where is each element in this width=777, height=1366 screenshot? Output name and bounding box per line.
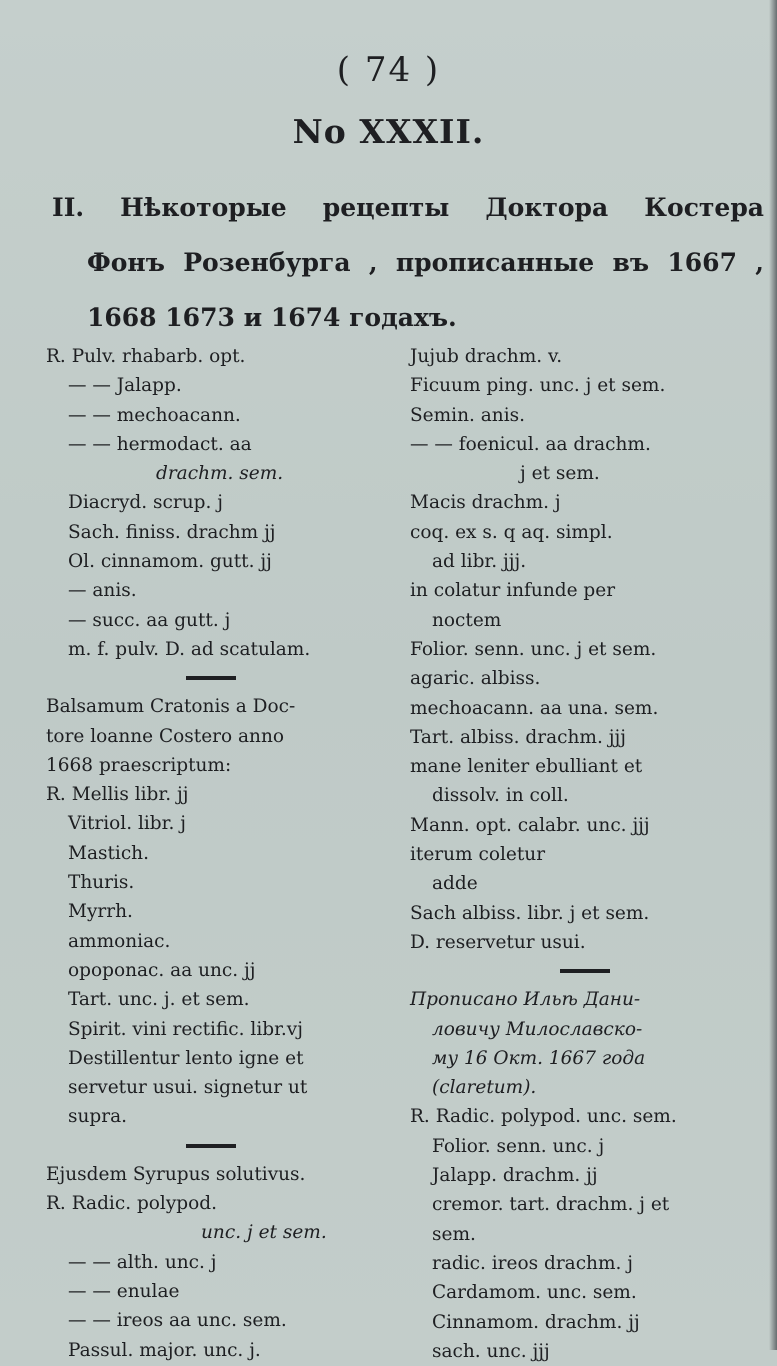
recipe-line: Ol. cinnamom. gutt. jj (68, 551, 272, 573)
title-line-1: II. Нѣкоторые рецепты Доктора Костера (52, 193, 764, 222)
recipe-line: Passul. major. unc. j. (68, 1339, 261, 1361)
recipe-line: R. Mellis libr. jj (46, 784, 189, 806)
recipe-line: — — foenicul. aa drachm. (410, 433, 651, 455)
page-edge-shadow (769, 0, 777, 1350)
recipe-line: Sach. finiss. drachm jj (68, 521, 276, 543)
recipe-line: — — mechoacann. (68, 404, 241, 426)
recipe-line: R. Radic. polypod. unc. sem. (410, 1106, 677, 1128)
recipe-line: ammoniac. (68, 930, 171, 952)
recipe-line: sem. (432, 1223, 476, 1245)
recipe-line: R. Pulv. rhabarb. opt. (46, 346, 246, 367)
title-line-3: 1668 1673 и 1674 годахъ. (87, 303, 457, 332)
recipe-line: dissolv. in coll. (432, 785, 569, 807)
recipe-line: Destillentur lento igne et (68, 1047, 304, 1069)
section-divider (560, 969, 610, 973)
recipe-line: iterum coletur (410, 844, 546, 866)
recipe-line: Spirit. vini rectific. libr.vj (68, 1018, 303, 1040)
recipe-line: — — enulae (68, 1280, 180, 1302)
recipe-line: — — Jalapp. (68, 375, 182, 397)
recipe-line: Diacryd. scrup. j (68, 492, 223, 514)
recipe-line: — — alth. unc. j (68, 1251, 217, 1273)
recipe-heading: Balsamum Cratonis a Doc- (46, 696, 296, 718)
recipe-line: Myrrh. (68, 901, 133, 923)
recipe-line: — — ireos aa unc. sem. (68, 1310, 287, 1332)
recipe-line: 1668 praescriptum: (46, 754, 232, 776)
recipe-heading: ловичу Милославско- (432, 1018, 643, 1040)
recipe-line: ad libr. jjj. (432, 551, 527, 573)
left-column (46, 342, 396, 1365)
recipe-line: R. Radic. polypod. (46, 1193, 218, 1215)
recipe-heading: Ejusdem Syrupus solutivus. (46, 1163, 306, 1185)
recipe-line: adde (432, 873, 478, 895)
recipe-heading: (claretum). (432, 1077, 537, 1099)
recipe-heading: му 16 Окт. 1667 года (432, 1047, 646, 1069)
recipe-line: m. f. pulv. D. ad scatulam. (68, 638, 311, 660)
recipe-line: coq. ex s. q aq. simpl. (410, 521, 613, 543)
recipe-line: drachm. sem. (156, 463, 284, 485)
recipe-line: Vitriol. libr. j (68, 813, 186, 835)
recipe-heading: Прописано Ильѣ Дани- (410, 989, 641, 1011)
recipe-line: supra. (68, 1106, 128, 1128)
page-number: ( 74 ) (336, 50, 441, 90)
recipe-line: D. reservetur usui. (410, 931, 586, 953)
recipe-line: Ficuum ping. unc. j et sem. (410, 375, 666, 397)
recipe-line: — — hermodact. aa (68, 433, 252, 455)
recipe-line: opoponac. aa unc. jj (68, 959, 256, 981)
recipe-line: unc. j et sem. (201, 1222, 327, 1244)
recipe-line: Sach albiss. libr. j et sem. (410, 902, 650, 924)
section-divider (186, 676, 236, 680)
recipe-line: — anis. (68, 580, 137, 602)
section-number: No XXXII. (292, 112, 485, 151)
recipe-line: mechoacann. aa una. sem. (410, 697, 659, 719)
right-column (410, 342, 760, 1366)
recipe-line: Jalapp. drachm. jj (432, 1165, 598, 1187)
recipe-line: mane leniter ebulliant et (410, 756, 643, 778)
recipe-line: — succ. aa gutt. j (68, 609, 231, 631)
recipe-line: Mann. opt. calabr. unc. jjj (410, 814, 650, 836)
recipe-line: Cardamom. unc. sem. (432, 1282, 637, 1304)
recipe-line: Jujub drachm. v. (410, 346, 563, 367)
recipe-line: Folior. senn. unc. j (432, 1135, 605, 1157)
recipe-line: cremor. tart. drachm. j et (432, 1194, 670, 1216)
recipe-line: Tart. albiss. drachm. jjj (410, 726, 626, 748)
recipe-line: Mastich. (68, 842, 149, 864)
recipe-line: agaric. albiss. (410, 668, 541, 690)
recipe-line: in colatur infunde per (410, 580, 616, 602)
recipe-line: Tart. unc. j. et sem. (68, 989, 250, 1011)
section-divider (186, 1144, 236, 1148)
recipe-line: sach. unc. jjj (432, 1340, 550, 1362)
recipe-line: Semin. anis. (410, 404, 525, 426)
recipe-line: Cinnamom. drachm. jj (432, 1311, 640, 1333)
recipe-line: Macis drachm. j (410, 492, 561, 514)
recipe-line: j et sem. (520, 463, 600, 485)
recipe-line: Thuris. (68, 872, 135, 894)
recipe-line: radic. ireos drachm. j (432, 1252, 634, 1274)
recipe-line: noctem (432, 609, 502, 631)
recipe-line: servetur usui. signetur ut (68, 1077, 308, 1099)
section-title (52, 180, 764, 345)
recipe-line: Folior. senn. unc. j et sem. (410, 638, 657, 660)
title-line-2: Фонъ Розенбурга , прописанные въ 1667 , (87, 248, 764, 277)
recipe-line: tore loanne Costero anno (46, 725, 285, 747)
